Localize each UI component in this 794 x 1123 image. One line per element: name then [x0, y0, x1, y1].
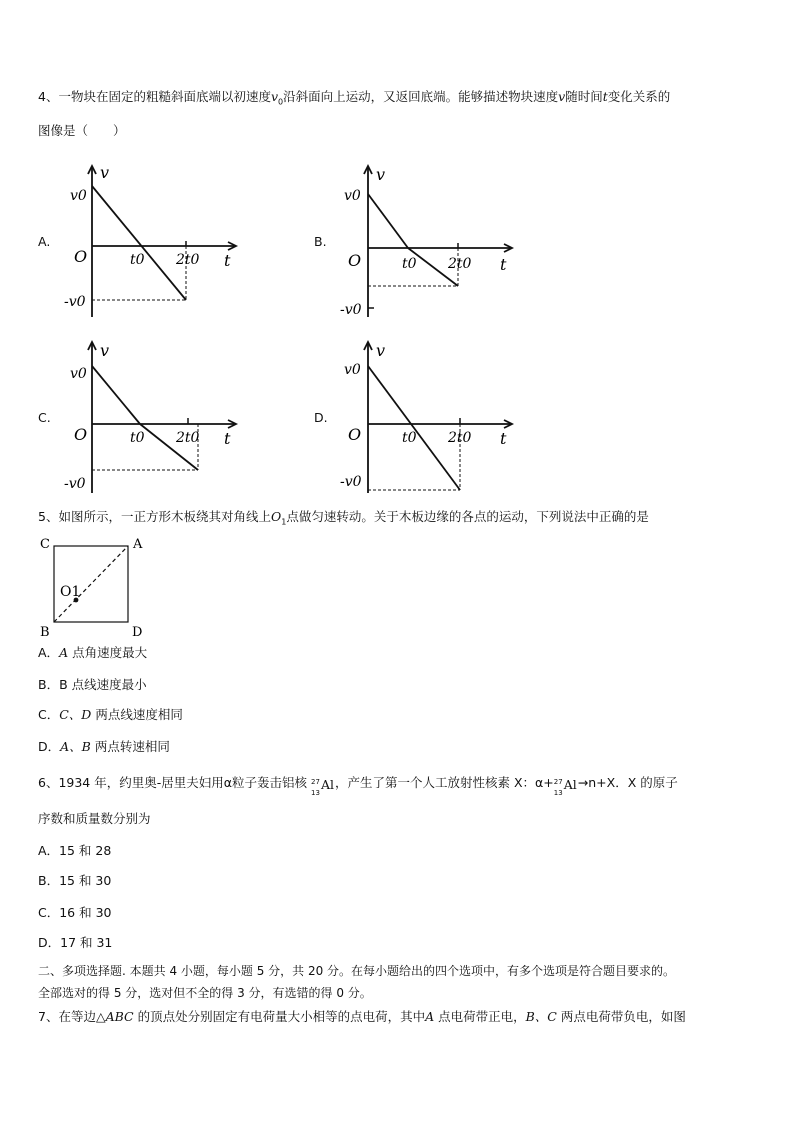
q5-o1-sub: 1: [281, 517, 287, 527]
v0-label: v0: [70, 188, 87, 204]
q4-option-d-label: D.: [314, 410, 328, 425]
q4-graph-c[interactable]: [64, 338, 244, 498]
q4-v0-sub: 0: [278, 97, 284, 107]
q4-stem-line2: 图像是（ ）: [38, 123, 126, 138]
2t0-label: 2t0: [176, 430, 200, 446]
t0-label: t0: [402, 256, 417, 272]
q4-stem-text: 4、一物块在固定的粗糙斜面底端以初速度: [38, 89, 271, 104]
q6-equation-pre: α+: [535, 775, 554, 790]
neg-v0-label: -v0: [340, 474, 362, 490]
q4-v0-symbol: v: [270, 89, 279, 104]
q5-stem: [38, 508, 649, 532]
t-axis-label: t: [224, 429, 231, 448]
q4-graph-b[interactable]: [340, 162, 520, 322]
corner-b: B: [40, 625, 50, 640]
neg-v0-label: -v0: [64, 476, 86, 492]
q6-option-a[interactable]: A．15 和 28: [38, 843, 112, 858]
v-axis-label: v: [100, 341, 110, 360]
corner-c: C: [40, 537, 50, 552]
q7-stem: 7、在等边△ABC 的顶点处分别固定有电荷量大小相等的点电荷，其中A 点电荷带正电，B、C 两点电荷带负电，如图: [38, 1009, 686, 1024]
q6-stem-text: 6、1934 年，约里奥-居里夫妇用α粒子轰击铝核: [38, 775, 307, 790]
q4-graph-a[interactable]: [64, 162, 244, 322]
q6-stem-line1: [38, 774, 678, 797]
q5-option-c[interactable]: C．C、D 两点线速度相同: [38, 707, 183, 722]
section2-line1: 二、多项选择题. 本题共 4 小题，每小题 5 分，共 20 分。在每小题给出的四个选项中，有多个选项是符合题目要求的。: [38, 964, 676, 978]
t-axis-label: t: [500, 429, 507, 448]
q4-option-a-label: A.: [38, 234, 51, 249]
q4-option-c-label: C.: [38, 410, 51, 425]
origin-label: O: [348, 425, 362, 444]
2t0-label: 2t0: [448, 430, 472, 446]
q6-al-nucleus: 27 13 Al: [310, 776, 335, 797]
v0-label: v0: [344, 362, 361, 378]
neg-v0-label: -v0: [64, 294, 86, 310]
q4-graph-d[interactable]: [340, 338, 520, 498]
origin-label: O: [74, 247, 88, 266]
origin-label: O: [348, 251, 362, 270]
q4-stem-line1: [38, 88, 670, 112]
corner-a: A: [133, 537, 143, 552]
velocity-up: [368, 194, 408, 248]
q6-stem-line2: 序数和质量数分别为: [38, 811, 151, 826]
q5-option-b[interactable]: B．B 点线速度最小: [38, 677, 147, 692]
t0-label: t0: [130, 430, 145, 446]
v-axis-label: v: [376, 341, 386, 360]
q5-stem-text: 5、如图所示，一正方形木板绕其对角线上: [38, 509, 271, 524]
velocity-line: [368, 366, 460, 490]
q6-stem-text: ．X 的原子: [615, 775, 678, 790]
q4-option-b-label: B.: [314, 234, 327, 249]
q6-stem-text: ，产生了第一个人工放射性核素 X：: [334, 775, 536, 790]
q6-option-b[interactable]: B．15 和 30: [38, 873, 112, 888]
q4-stem-text: 变化关系的: [607, 89, 671, 104]
o1-label: O1: [60, 584, 81, 600]
q5-stem-text: 点做匀速转动。关于木板边缘的各点的运动，下列说法中正确的是: [286, 509, 649, 524]
q6-option-d[interactable]: D．17 和 31: [38, 935, 113, 950]
velocity-line: [92, 186, 186, 300]
velocity-up: [92, 366, 140, 424]
v0-label: v0: [344, 188, 361, 204]
q6-equation-post: →n+X: [577, 775, 616, 790]
t0-label: t0: [130, 252, 145, 268]
v-axis-label: v: [100, 163, 110, 182]
q5-square-figure: [36, 530, 156, 640]
q5-o1-symbol: O: [270, 509, 282, 524]
q5-option-a[interactable]: A．A 点角速度最大: [38, 645, 148, 660]
t-axis-label: t: [224, 251, 231, 270]
section2-line2: 全部选对的得 5 分，选对但不全的得 3 分，有选错的得 0 分。: [38, 986, 372, 1000]
q7-triangle-symbol: △ABC: [95, 1009, 134, 1024]
2t0-label: 2t0: [176, 252, 200, 268]
q4-stem-text: 沿斜面向上运动，又返回底端。能够描述物块速度: [283, 89, 559, 104]
q4-v-symbol: v: [558, 89, 566, 104]
corner-d: D: [132, 625, 143, 640]
t0-label: t0: [402, 430, 417, 446]
2t0-label: 2t0: [448, 256, 472, 272]
q4-stem-text: 随时间: [565, 89, 603, 104]
v0-label: v0: [70, 366, 87, 382]
origin-label: O: [74, 425, 88, 444]
q5-option-d[interactable]: D．A、B 两点转速相同: [38, 739, 170, 754]
t-axis-label: t: [500, 255, 507, 274]
neg-v0-label: -v0: [340, 302, 362, 318]
q4-t-symbol: t: [602, 89, 608, 104]
q6-option-c[interactable]: C．16 和 30: [38, 905, 112, 920]
v-axis-label: v: [376, 165, 386, 184]
q6-al-nucleus-eq: 27 13 Al: [553, 776, 577, 797]
